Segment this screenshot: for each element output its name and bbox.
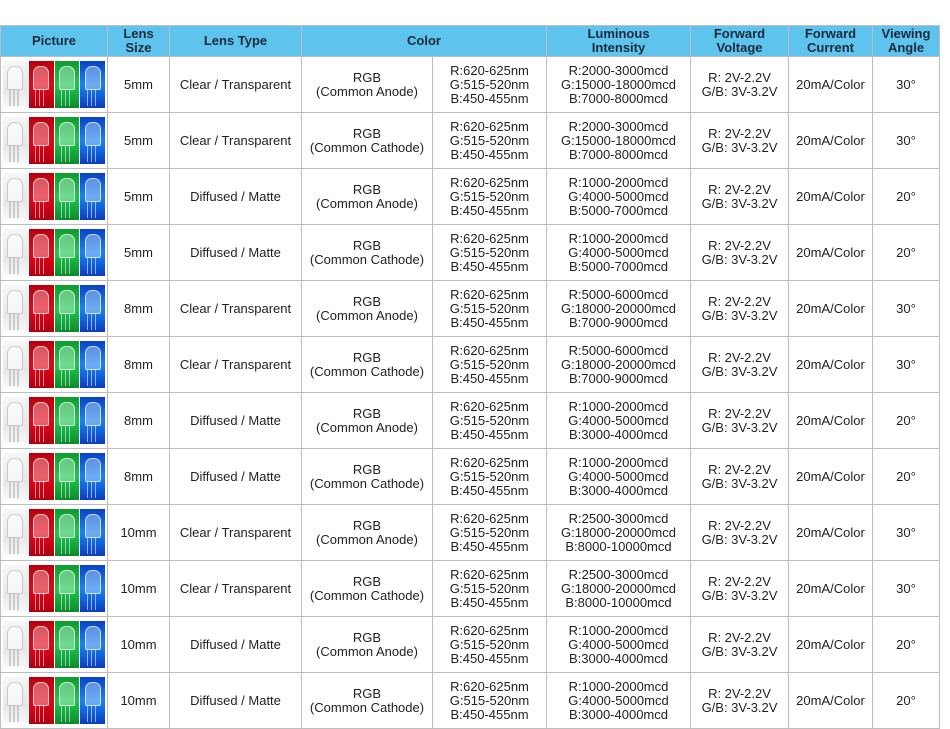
luminous-intensity-cell: R:2000-3000mcd G:15000-18000mcd B:7000-8000mcd [547,57,691,113]
lens-size-cell: 5mm [108,225,170,281]
table-row [1,337,940,393]
wavelength-cell: R:620-625nm G:515-520nm B:450-455nm [433,225,547,281]
led-white-image [3,117,28,164]
luminous-intensity-cell: R:2500-3000mcd G:18000-20000mcd B:8000-10000mcd [547,561,691,617]
color-cell: RGB (Common Anode) [302,617,433,673]
led-red-image [29,117,54,164]
led-red-image [29,677,54,724]
led-picture [1,561,108,617]
led-red-image [29,341,54,388]
led-photo-strip [3,397,105,444]
led-picture [1,505,108,561]
luminous-intensity-cell: R:2000-3000mcd G:15000-18000mcd B:7000-8000mcd [547,113,691,169]
wavelength-cell: R:620-625nm G:515-520nm B:450-455nm [433,113,547,169]
forward-voltage-cell: R: 2V-2.2V G/B: 3V-3.2V [691,505,789,561]
lens-size-cell: 10mm [108,617,170,673]
wavelength-cell: R:620-625nm G:515-520nm B:450-455nm [433,617,547,673]
header-lens-type: Lens Type [170,26,302,57]
header-row [1,26,940,57]
forward-voltage-cell: R: 2V-2.2V G/B: 3V-3.2V [691,337,789,393]
wavelength-cell: R:620-625nm G:515-520nm B:450-455nm [433,393,547,449]
led-blue-image [80,565,105,612]
lens-type-cell: Diffused / Matte [170,393,302,449]
led-green-image [55,621,80,668]
led-red-image [29,397,54,444]
table-row [1,281,940,337]
lens-type-cell: Clear / Transparent [170,561,302,617]
table-row [1,225,940,281]
forward-voltage-cell: R: 2V-2.2V G/B: 3V-3.2V [691,617,789,673]
led-white-image [3,509,28,556]
forward-voltage-cell: R: 2V-2.2V G/B: 3V-3.2V [691,225,789,281]
luminous-intensity-cell: R:5000-6000mcd G:18000-20000mcd B:7000-9000mcd [547,337,691,393]
lens-type-cell: Clear / Transparent [170,337,302,393]
forward-current-cell: 20mA/Color [789,449,873,505]
color-cell: RGB (Common Cathode) [302,337,433,393]
forward-current-cell: 20mA/Color [789,561,873,617]
wavelength-cell: R:620-625nm G:515-520nm B:450-455nm [433,449,547,505]
led-red-image [29,621,54,668]
lens-size-cell: 8mm [108,337,170,393]
led-red-image [29,509,54,556]
led-green-image [55,397,80,444]
led-green-image [55,117,80,164]
forward-voltage-cell: R: 2V-2.2V G/B: 3V-3.2V [691,393,789,449]
luminous-intensity-cell: R:1000-2000mcd G:4000-5000mcd B:5000-7000mcd [547,225,691,281]
lens-type-cell: Clear / Transparent [170,281,302,337]
led-blue-image [80,173,105,220]
lens-size-cell: 5mm [108,169,170,225]
led-white-image [3,341,28,388]
forward-current-cell: 20mA/Color [789,57,873,113]
lens-type-cell: Diffused / Matte [170,673,302,729]
lens-type-cell: Diffused / Matte [170,169,302,225]
wavelength-cell: R:620-625nm G:515-520nm B:450-455nm [433,337,547,393]
color-cell: RGB (Common Anode) [302,505,433,561]
led-picture [1,393,108,449]
table-row [1,113,940,169]
wavelength-cell: R:620-625nm G:515-520nm B:450-455nm [433,561,547,617]
led-white-image [3,565,28,612]
forward-voltage-cell: R: 2V-2.2V G/B: 3V-3.2V [691,449,789,505]
viewing-angle-cell: 30° [873,57,940,113]
led-white-image [3,397,28,444]
led-picture [1,281,108,337]
table-row [1,505,940,561]
led-green-image [55,565,80,612]
lens-type-cell: Diffused / Matte [170,225,302,281]
forward-voltage-cell: R: 2V-2.2V G/B: 3V-3.2V [691,57,789,113]
led-blue-image [80,509,105,556]
lens-type-cell: Clear / Transparent [170,57,302,113]
led-red-image [29,173,54,220]
led-picture [1,673,108,729]
header-forward-current: Forward Current [789,26,873,57]
luminous-intensity-cell: R:1000-2000mcd G:4000-5000mcd B:3000-4000mcd [547,673,691,729]
table-row [1,617,940,673]
wavelength-cell: R:620-625nm G:515-520nm B:450-455nm [433,169,547,225]
forward-current-cell: 20mA/Color [789,505,873,561]
led-photo-strip [3,509,105,556]
led-white-image [3,229,28,276]
luminous-intensity-cell: R:5000-6000mcd G:18000-20000mcd B:7000-9000mcd [547,281,691,337]
lens-size-cell: 5mm [108,57,170,113]
led-green-image [55,509,80,556]
viewing-angle-cell: 30° [873,505,940,561]
led-green-image [55,173,80,220]
led-green-image [55,677,80,724]
lens-type-cell: Clear / Transparent [170,113,302,169]
led-photo-strip [3,61,105,108]
led-white-image [3,621,28,668]
led-picture [1,337,108,393]
viewing-angle-cell: 20° [873,673,940,729]
led-picture [1,169,108,225]
forward-voltage-cell: R: 2V-2.2V G/B: 3V-3.2V [691,561,789,617]
luminous-intensity-cell: R:1000-2000mcd G:4000-5000mcd B:3000-4000mcd [547,449,691,505]
led-red-image [29,61,54,108]
luminous-intensity-cell: R:1000-2000mcd G:4000-5000mcd B:3000-4000mcd [547,393,691,449]
lens-size-cell: 8mm [108,449,170,505]
table-row [1,169,940,225]
lens-type-cell: Diffused / Matte [170,449,302,505]
forward-current-cell: 20mA/Color [789,169,873,225]
led-photo-strip [3,173,105,220]
led-red-image [29,285,54,332]
header-viewing-angle: Viewing Angle [873,26,940,57]
led-picture [1,225,108,281]
forward-current-cell: 20mA/Color [789,281,873,337]
lens-size-cell: 8mm [108,281,170,337]
led-red-image [29,229,54,276]
header-color: Color [302,26,547,57]
color-cell: RGB (Common Anode) [302,393,433,449]
led-photo-strip [3,677,105,724]
led-picture [1,449,108,505]
color-cell: RGB (Common Anode) [302,281,433,337]
led-photo-strip [3,453,105,500]
viewing-angle-cell: 20° [873,393,940,449]
lens-size-cell: 10mm [108,505,170,561]
led-green-image [55,229,80,276]
led-green-image [55,341,80,388]
viewing-angle-cell: 20° [873,449,940,505]
viewing-angle-cell: 20° [873,225,940,281]
viewing-angle-cell: 30° [873,113,940,169]
led-photo-strip [3,229,105,276]
forward-current-cell: 20mA/Color [789,113,873,169]
header-forward-voltage: Forward Voltage [691,26,789,57]
lens-size-cell: 10mm [108,673,170,729]
table-body [1,57,940,729]
led-blue-image [80,453,105,500]
led-picture [1,617,108,673]
color-cell: RGB (Common Cathode) [302,225,433,281]
lens-size-cell: 5mm [108,113,170,169]
led-white-image [3,453,28,500]
led-blue-image [80,341,105,388]
led-blue-image [80,621,105,668]
led-blue-image [80,285,105,332]
led-photo-strip [3,117,105,164]
table-row [1,57,940,113]
led-green-image [55,61,80,108]
led-green-image [55,285,80,332]
led-green-image [55,453,80,500]
wavelength-cell: R:620-625nm G:515-520nm B:450-455nm [433,57,547,113]
viewing-angle-cell: 20° [873,169,940,225]
led-photo-strip [3,621,105,668]
lens-size-cell: 8mm [108,393,170,449]
wavelength-cell: R:620-625nm G:515-520nm B:450-455nm [433,673,547,729]
led-blue-image [80,229,105,276]
luminous-intensity-cell: R:2500-3000mcd G:18000-20000mcd B:8000-10000mcd [547,505,691,561]
led-blue-image [80,117,105,164]
led-photo-strip [3,341,105,388]
table-row [1,449,940,505]
color-cell: RGB (Common Anode) [302,57,433,113]
forward-current-cell: 20mA/Color [789,225,873,281]
forward-voltage-cell: R: 2V-2.2V G/B: 3V-3.2V [691,281,789,337]
forward-current-cell: 20mA/Color [789,673,873,729]
luminous-intensity-cell: R:1000-2000mcd G:4000-5000mcd B:3000-4000mcd [547,617,691,673]
led-spec-table [0,25,940,729]
color-cell: RGB (Common Anode) [302,169,433,225]
lens-type-cell: Clear / Transparent [170,505,302,561]
led-photo-strip [3,565,105,612]
viewing-angle-cell: 30° [873,561,940,617]
table-row [1,673,940,729]
led-picture [1,57,108,113]
viewing-angle-cell: 30° [873,281,940,337]
led-white-image [3,173,28,220]
forward-voltage-cell: R: 2V-2.2V G/B: 3V-3.2V [691,113,789,169]
led-red-image [29,565,54,612]
lens-size-cell: 10mm [108,561,170,617]
header-lens-size: Lens Size [108,26,170,57]
header-picture: Picture [1,26,108,57]
viewing-angle-cell: 20° [873,617,940,673]
forward-current-cell: 20mA/Color [789,337,873,393]
forward-current-cell: 20mA/Color [789,617,873,673]
led-red-image [29,453,54,500]
color-cell: RGB (Common Cathode) [302,113,433,169]
led-blue-image [80,677,105,724]
table-row [1,561,940,617]
color-cell: RGB (Common Cathode) [302,561,433,617]
led-white-image [3,285,28,332]
color-cell: RGB (Common Cathode) [302,449,433,505]
led-photo-strip [3,285,105,332]
led-picture [1,113,108,169]
luminous-intensity-cell: R:1000-2000mcd G:4000-5000mcd B:5000-7000mcd [547,169,691,225]
lens-type-cell: Diffused / Matte [170,617,302,673]
forward-voltage-cell: R: 2V-2.2V G/B: 3V-3.2V [691,673,789,729]
wavelength-cell: R:620-625nm G:515-520nm B:450-455nm [433,281,547,337]
led-white-image [3,61,28,108]
forward-current-cell: 20mA/Color [789,393,873,449]
color-cell: RGB (Common Cathode) [302,673,433,729]
led-blue-image [80,397,105,444]
viewing-angle-cell: 30° [873,337,940,393]
table-row [1,393,940,449]
led-white-image [3,677,28,724]
header-luminous-intensity: Luminous Intensity [547,26,691,57]
led-blue-image [80,61,105,108]
wavelength-cell: R:620-625nm G:515-520nm B:450-455nm [433,505,547,561]
forward-voltage-cell: R: 2V-2.2V G/B: 3V-3.2V [691,169,789,225]
